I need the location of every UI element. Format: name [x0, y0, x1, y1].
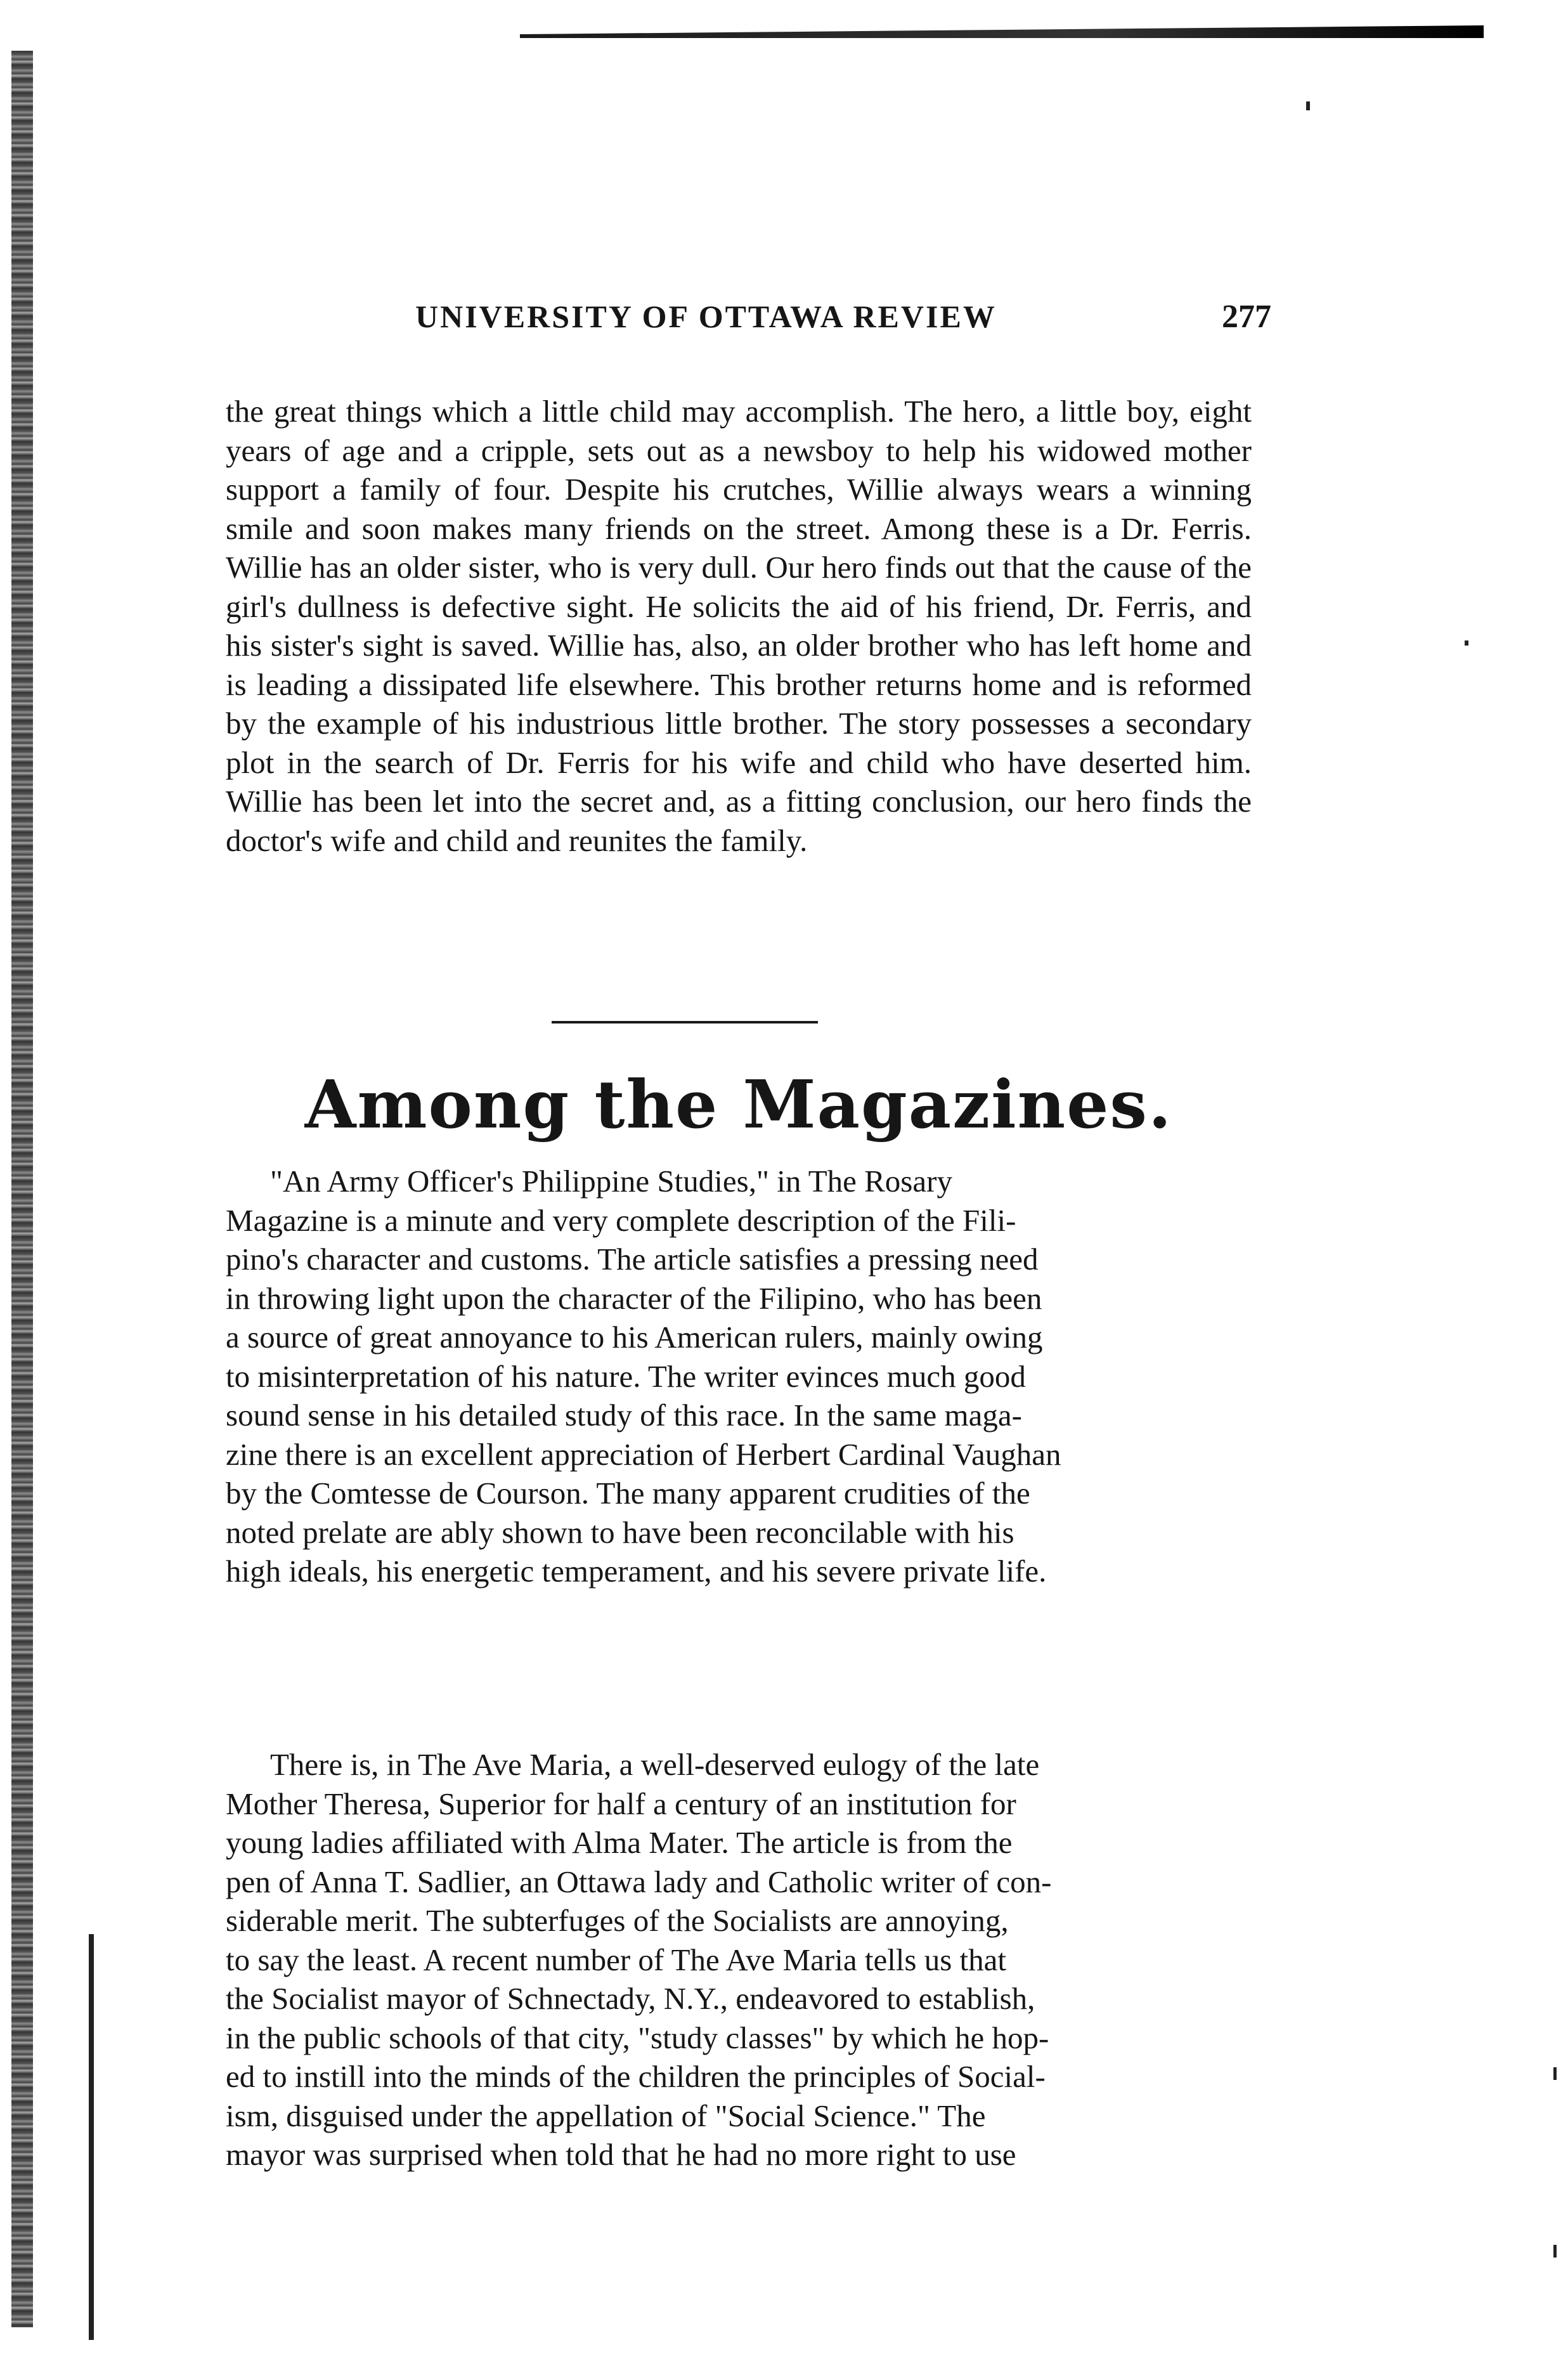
text-line: by the Comtesse de Courson. The many apparent crudities of the [226, 1476, 1030, 1511]
text-line: to misinterpretation of his nature. The writer evinces much good [226, 1358, 1026, 1394]
top-scan-rule [520, 25, 1484, 38]
scan-speck [1465, 640, 1468, 646]
scan-speck [1553, 2067, 1557, 2080]
text-line: siderable merit. The subterfuges of the Socialists are annoying, [226, 1903, 1009, 1938]
text-line: young ladies affiliated with Alma Mater. The article is from the [226, 1825, 1013, 1860]
section-divider [552, 1021, 818, 1023]
page-binding-mark [89, 1934, 94, 2340]
text-line: in throwing light upon the character of the Filipino, who has been [226, 1280, 1042, 1316]
text-line: Mother Theresa, Superior for half a century of an institution for [226, 1786, 1016, 1821]
text-line: pino's character and customs. The article satisfies a pressing need [226, 1242, 1039, 1277]
text-line: Magazine is a minute and very complete description of the Fili- [226, 1202, 1016, 1238]
page-binding-edge [11, 51, 33, 2327]
text-line: noted prelate are ably shown to have been reconcilable with his [226, 1514, 1014, 1550]
text-line: pen of Anna T. Sadlier, an Ottawa lady and Catholic writer of con- [226, 1864, 1052, 1899]
text-line: sound sense in his detailed study of this race. In the same maga- [226, 1398, 1022, 1433]
text-line: "An Army Officer's Philippine Studies," in The Rosary [270, 1164, 952, 1199]
text-line: a source of great annoyance to his American rulers, mainly owing [226, 1320, 1043, 1355]
section-title: Among the Magazines. [304, 1065, 1173, 1143]
scan-speck [1553, 2245, 1557, 2258]
text-line: mayor was surprised when told that he had no more right to use [226, 2137, 1016, 2172]
text-line: zine there is an excellent appreciation of Herbert Cardinal Vaughan [226, 1436, 1061, 1472]
scan-speck [1306, 101, 1310, 110]
text-line: ed to instill into the minds of the children the principles of Social- [226, 2059, 1046, 2094]
review-paragraph: the great things which a little child may accomplish. The hero, a little boy, eight years of age and a cripple, sets out as a newsboy to help his widowed mother support a family of four. Despite his crutches, Willie always wears a winning smile and soon makes many friends on the street. Among these is a Dr. Ferris. Willie has an older sister, who is very dull. Our hero finds out that the cause of the girl's dullness is defective sight. He solicits the aid of his friend, Dr. Ferris, and his sister's sight is saved. Willie has, also, an older brother who has left home and is leading a dissipated life elsewhere. This brother returns home and is reformed by the example of his industrious little brother. The story possesses a secondary plot in the search of Dr. Ferris for his wife and child who have deserted him. Willie has been let into the secret and, as a fitting conclusion, our hero finds the doctor's wife and child and reunites the family. [226, 394, 1252, 858]
magazines-paragraph-2 [226, 1745, 1252, 2174]
text-line: in the public schools of that city, "study classes" by which he hop- [226, 2020, 1049, 2055]
page-number: 277 [1222, 299, 1271, 335]
magazines-paragraph-1 [226, 1162, 1252, 1591]
running-head-title: UNIVERSITY OF OTTAWA REVIEW [415, 299, 997, 334]
text-line: ism, disguised under the appellation of "Social Science." The [226, 2098, 986, 2133]
text-line: the Socialist mayor of Schnectady, N.Y., endeavored to establish, [226, 1981, 1035, 2016]
text-line: There is, in The Ave Maria, a well-deserved eulogy of the late [270, 1747, 1040, 1782]
text-line: to say the least. A recent number of The Ave Maria tells us that [226, 1942, 1007, 1977]
text-line: high ideals, his energetic temperament, and his severe private life. [226, 1554, 1047, 1589]
